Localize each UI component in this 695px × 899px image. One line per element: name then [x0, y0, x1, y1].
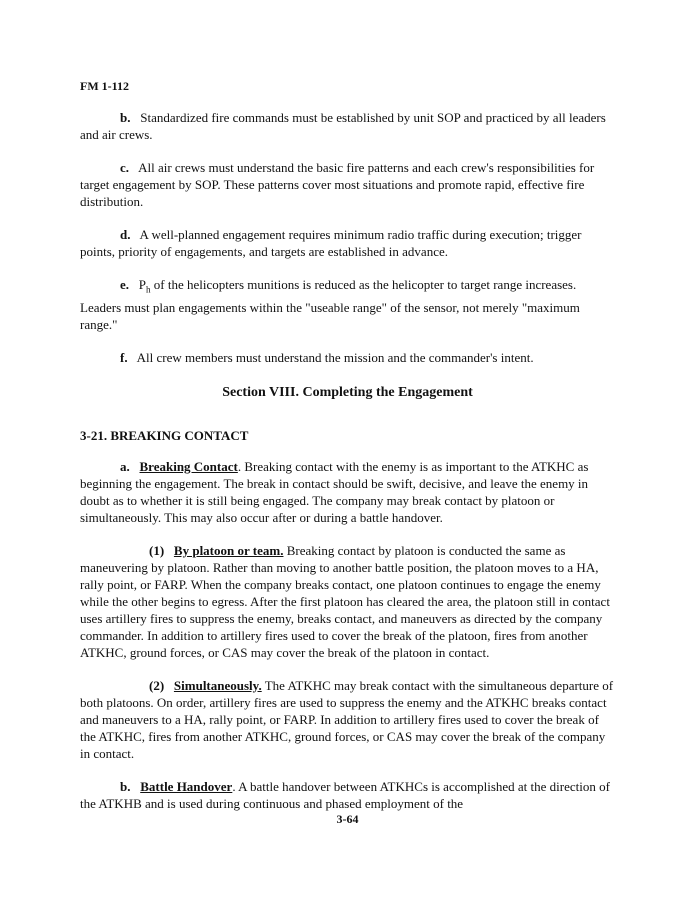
para-label: a.: [120, 458, 130, 474]
para-text: . Breaking contact with the enemy is as important to the ATKHC as beginning the engagement. The break in contact should be swift, decisive, and leave the enemy in doubt as to whether it is still being engaged. The company may break contact by platoon or simultaneously. This may also occur after or during a battle handover.: [80, 458, 589, 525]
item-c: [80, 159, 615, 210]
item-text: All air crews must understand the basic fire patterns and each crew's responsibilities for target engagement by SOP. These patterns cover most situations and promote rapid, effective fire distribution.: [80, 160, 595, 209]
ph-symbol: P: [138, 277, 147, 292]
item-text: of the helicopters munitions is reduced as the helicopter to target range increases. Leaders must plan engagements within the "useable range" of the sensor, not merely "maximum range.": [80, 277, 580, 332]
paragraph-b: [80, 778, 615, 812]
item-label: b.: [120, 110, 131, 125]
document-page: [80, 78, 615, 828]
subparagraph-1: [80, 542, 615, 661]
ph-subscript: h: [146, 284, 151, 295]
item-e: [80, 276, 615, 333]
item-b: [80, 109, 615, 143]
sub-title: Simultaneously.: [173, 677, 262, 693]
item-text: Standardized fire commands must be established by unit SOP and practiced by all leaders and air crews.: [80, 110, 606, 142]
item-text: All crew members must understand the mission and the commander's intent.: [136, 349, 534, 365]
sub-text: The ATKHC may break contact with the simultaneous departure of both platoons. On order, artillery fires are used to suppress the enemy and the ATKHC breaks contact and maneuvers to a HA, rally point, or FARP. In addition to artillery fires used to cover the break of the ATKHC, fires from another ATKHC, ground forces, or CAS may cover the break of the company in contact.: [80, 677, 614, 761]
para-text: . A battle handover between ATKHCs is accomplished at the direction of the ATKHB and is used during continuous and phased employment of the: [80, 778, 610, 811]
item-d: [80, 226, 615, 260]
paragraph-heading: 3-21. BREAKING CONTACT: [80, 427, 249, 443]
sub-label: (2): [149, 677, 165, 693]
manual-id-header: FM 1-112: [80, 79, 129, 93]
sub-text: Breaking contact by platoon is conducted the same as maneuvering by platoon. Rather than moving to another battle position, the platoon moves to a HA, rally point, or FARP. When the company breaks contact, one platoon continues to engage the enemy while the other begins to egress. After the first platoon has cleared the area, the platoon still in contact uses artillery fires to suppress the enemy, breaks contact, and maneuvers as directed by the company commander. In addition to artillery fires used to cover the break of the platoon, fires from another ATKHC, ground forces, or CAS may cover the break of the platoon in contact.: [80, 542, 610, 660]
para-title: Battle Handover: [140, 778, 233, 794]
subparagraph-2: [80, 677, 615, 762]
item-f: [80, 349, 615, 366]
item-label: f.: [120, 349, 128, 365]
paragraph-a: [80, 458, 615, 526]
item-text: A well-planned engagement requires minimum radio traffic during execution; trigger points, priority of engagements, and targets are established in advance.: [80, 227, 582, 259]
item-label: e.: [120, 277, 130, 292]
section-title: Section VIII. Completing the Engagement: [222, 384, 473, 400]
para-title: Breaking Contact: [139, 458, 238, 474]
para-label: b.: [120, 778, 131, 794]
sub-title: By platoon or team.: [173, 542, 284, 558]
page-number: 3-64: [336, 812, 359, 826]
item-label: d.: [120, 227, 131, 242]
item-label: c.: [120, 160, 130, 175]
sub-label: (1): [149, 542, 165, 558]
